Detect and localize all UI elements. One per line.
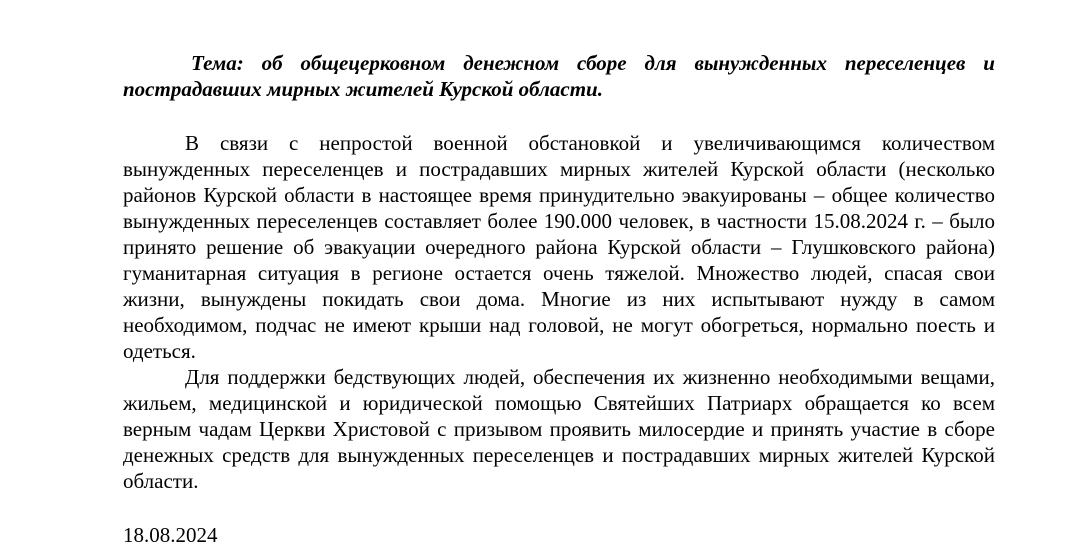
subject-line: Тема: об общецерковном денежном сборе для вынужденных переселенцев и пострадавших мирных жителей Курской области. <box>123 51 995 101</box>
document-page <box>123 50 995 548</box>
document-date: 18.08.2024 <box>123 523 218 547</box>
paragraph-appeal: Для поддержки бедствующих людей, обеспечения их жизненно необходимыми вещами, жильем, медицинской и юридической помощью Святейших Патриарх обращается ко всем верным чадам Церкви Христовой с призывом проявить милосердие и принять участие в сборе денежных средств для вынужденных переселенцев и пострадавших мирных жителей Курской области. <box>123 365 995 493</box>
paragraph-situation: В связи с непростой военной обстановкой и увеличивающимся количеством вынужденных переселенцев и пострадавших мирных жителей Курской области (несколько районов Курской области в настоящее время принудительно эвакуированы – общее количество вынужденных переселенцев составляет более 190.000 человек, в частности 15.08.2024 г. – было принято решение об эвакуации очередного района Курской области – Глушковского района) гуманитарная ситуация в регионе остается очень тяжелой. Множество людей, спасая свои жизни, вынуждены покидать свои дома. Многие из них испытывают нужду в самом необходимом, подчас не имеют крыши над головой, не могут обогреться, нормально поесть и одеться. <box>123 131 995 363</box>
